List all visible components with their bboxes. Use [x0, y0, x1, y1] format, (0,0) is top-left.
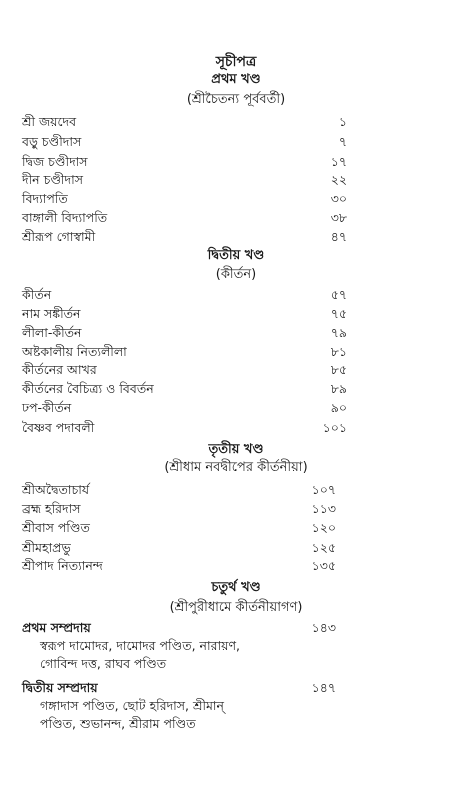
entry-page: ১১৩: [311, 501, 336, 516]
part-1-heading: প্রথম খণ্ড: [211, 72, 261, 87]
toc-entry: [0, 325, 472, 343]
toc-entry: [0, 362, 472, 380]
toc-entry: [0, 306, 472, 324]
entry-page: ৫৭: [330, 287, 347, 302]
entry-title: কীর্তনের আখর: [22, 362, 97, 377]
entry-page: ৭: [338, 134, 347, 149]
group-line: পণ্ডিত, শুভানন্দ, শ্রীরাম পণ্ডিত: [40, 716, 196, 731]
entry-page: ১৩৫: [311, 558, 336, 573]
toc-group: [0, 680, 472, 698]
entry-page: ১২৫: [311, 540, 336, 555]
entry-page: ৪৭: [330, 229, 347, 244]
toc-entry: [0, 520, 472, 538]
toc-entry: [0, 229, 472, 247]
entry-title: কীর্তনের বৈচিত্র্য ও বিবর্তন: [22, 381, 154, 396]
toc-entry: [0, 191, 472, 209]
entry-title: দ্বিজ চণ্ডীদাস: [22, 154, 88, 169]
entry-page: ১২০: [311, 520, 336, 535]
entry-page: ৭৯: [330, 325, 347, 340]
group-title: দ্বিতীয় সম্প্রদায়: [22, 680, 98, 695]
toc-entry: [0, 381, 472, 399]
entry-page: ১০৭: [311, 482, 336, 497]
part-2-heading: দ্বিতীয় খণ্ড: [207, 248, 265, 263]
entry-page: ১৭: [330, 154, 347, 169]
group-line: গঙ্গাদাস পণ্ডিত, ছোট হরিদাস, শ্রীমান্: [40, 698, 225, 713]
entry-page: ৩৮: [330, 210, 347, 225]
entry-title: শ্রী জয়দেব: [22, 114, 77, 129]
entry-title: কীর্তন: [22, 287, 52, 302]
entry-page: ১: [338, 114, 347, 129]
entry-page: ১০১: [322, 420, 347, 435]
entry-title: বিদ্যাপতি: [22, 191, 68, 206]
toc-entry: [0, 482, 472, 500]
entry-page: ২২: [330, 172, 347, 187]
toc-entry: [0, 210, 472, 228]
entry-title: শ্রীবাস পণ্ডিত: [22, 520, 90, 535]
part-2-subheading: (কীর্তন): [215, 267, 257, 282]
entry-title: ঢপ-কীর্তন: [22, 400, 72, 415]
entry-page: ৮১: [330, 344, 347, 359]
entry-page: ৩০: [330, 191, 347, 206]
part-1-subheading: (শ্রীচৈতন্য পূর্ববর্তী): [186, 92, 286, 107]
entry-title: ব্রহ্ম হরিদাস: [22, 501, 81, 516]
entry-page: ১৪৩: [311, 620, 336, 635]
group-title: প্রথম সম্প্রদায়: [22, 620, 91, 635]
entry-title: নাম সঙ্কীর্তন: [22, 306, 81, 321]
entry-page: ৯০: [330, 400, 347, 415]
toc-entry: [0, 154, 472, 172]
entry-title: শ্রীপাদ নিত্যানন্দ: [22, 558, 103, 573]
entry-title: বৈষ্ণব পদাবলী: [22, 420, 95, 435]
entry-title: বড়ু চণ্ডীদাস: [22, 134, 82, 149]
toc-entry: [0, 114, 472, 132]
part-4-subheading: (শ্রীপুরীধামে কীর্তনীয়াগণ): [169, 600, 303, 615]
entry-page: ৮৯: [330, 381, 347, 396]
toc-entry: [0, 344, 472, 362]
entry-title: শ্রীমহাপ্রভু: [22, 540, 71, 555]
toc-entry: [0, 134, 472, 152]
part-3-heading: তৃতীয় খণ্ড: [208, 442, 264, 457]
entry-page: ৭৫: [330, 306, 347, 321]
toc-entry: [0, 540, 472, 558]
entry-title: অষ্টকালীয় নিত্যলীলা: [22, 344, 127, 359]
toc-entry: [0, 420, 472, 438]
part-3-subheading: (শ্রীধাম নবদ্বীপের কীর্তনীয়া): [164, 460, 308, 475]
entry-page: ৮৫: [330, 362, 347, 377]
group-line: গোবিন্দ দত্ত, রাঘব পণ্ডিত: [40, 656, 167, 671]
entry-page: ১৪৭: [311, 680, 336, 695]
entry-title: শ্রীরূপ গোস্বামী: [22, 229, 96, 244]
toc-entry: [0, 558, 472, 576]
entry-title: শ্রীঅদ্বৈতাচার্য: [22, 482, 90, 497]
entry-title: দীন চণ্ডীদাস: [22, 172, 83, 187]
group-line: স্বরূপ দামোদর, দামোদর পণ্ডিত, নারায়ণ,: [40, 638, 241, 653]
part-4-heading: চতুর্থ খণ্ড: [211, 580, 261, 595]
entry-title: লীলা-কীর্তন: [22, 325, 82, 340]
toc-group: [0, 620, 472, 638]
toc-entry: [0, 400, 472, 418]
entry-title: বাঙ্গালী বিদ্যাপতি: [22, 210, 108, 225]
toc-entry: [0, 501, 472, 519]
toc-entry: [0, 287, 472, 305]
toc-entry: [0, 172, 472, 190]
page-title: সূচীপত্র: [215, 54, 257, 70]
